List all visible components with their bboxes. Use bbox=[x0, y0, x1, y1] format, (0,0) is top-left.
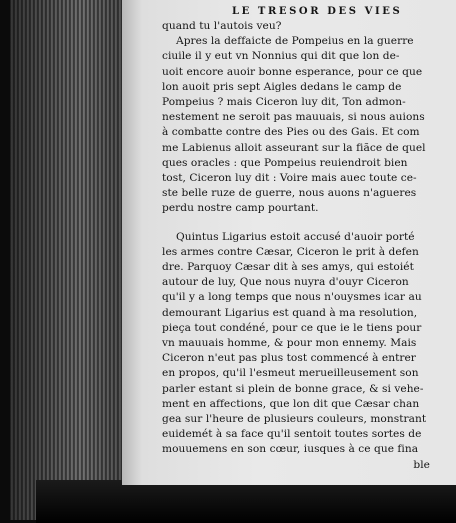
text-line: gea sur l'heure de plusieurs couleurs, monstrant bbox=[162, 413, 427, 426]
text-line: pieça tout condéné, pour ce que ie le tiens pour bbox=[162, 321, 422, 334]
text-line: en propos, qu'il l'esmeut merueilleusement son bbox=[162, 367, 419, 380]
text-line: ques oracles : que Pompeius reuiendroit bien bbox=[162, 156, 408, 169]
text-line: Quintus Ligarius estoit accusé d'auoir porté bbox=[176, 230, 415, 243]
text-line: Pompeius ? mais Ciceron luy dit, Ton admon- bbox=[162, 96, 406, 109]
paragraph-1 bbox=[162, 19, 456, 217]
text-line: mouuemens en son cœur, iusques à ce que fina bbox=[162, 443, 419, 456]
text-line: me Labienus alloit asseurant sur la fiãce de quel bbox=[162, 141, 426, 154]
paragraph-2 bbox=[162, 230, 456, 473]
running-head: LE TRESOR DES VIES bbox=[232, 6, 403, 17]
text-line: euidemét à sa face qu'il sentoit toutes sortes de bbox=[162, 428, 422, 441]
text-line: les armes contre Cæsar, Ciceron le prit à defen bbox=[162, 245, 419, 258]
page-edges-shadow bbox=[10, 0, 128, 520]
text-line: lon auoit pris sept Aigles dedans le camp de bbox=[162, 80, 402, 93]
text-line: tost, Ciceron luy dit : Voire mais auec toute ce- bbox=[162, 172, 417, 185]
text-line: quand tu l'autois veu? bbox=[162, 20, 282, 32]
text-line: demourant Ligarius est quand à ma resolution, bbox=[162, 306, 418, 319]
text-line: uoit encore auoir bonne esperance, pour ce que bbox=[162, 65, 423, 78]
text-line: ciuile il y eut vn Nonnius qui dit que lon de- bbox=[162, 50, 400, 63]
text-line: qu'il y a long temps que nous n'ouysmes icar au bbox=[162, 291, 422, 304]
book-page bbox=[122, 0, 456, 485]
text-line: nestement ne seroit pas mauuais, si nous auions bbox=[162, 111, 425, 124]
text-line: dre. Parquoy Cæsar dit à ses amys, qui estoiét bbox=[162, 261, 414, 274]
paragraph-gap bbox=[162, 217, 456, 230]
text-line-catchword: ble bbox=[413, 458, 430, 471]
text-line: Ciceron n'eut pas plus tost commencé à entrer bbox=[162, 352, 416, 365]
text-line: autour de luy, Que nous nuyra d'ouyr Ciceron bbox=[162, 276, 409, 289]
text-line: à combatte contre des Pies ou des Gais. Et com bbox=[162, 126, 420, 139]
book-bottom-shadow bbox=[36, 480, 456, 523]
text-line: ment en affections, que lon dit que Cæsar chan bbox=[162, 397, 420, 410]
text-line: vn mauuais homme, & pour mon ennemy. Mais bbox=[162, 337, 417, 350]
text-line: parler estant si plein de bonne grace, & si vehe- bbox=[162, 382, 424, 395]
text-line: ste belle ruze de guerre, nous auons n'agueres bbox=[162, 187, 417, 200]
text-line: Apres la deffaicte de Pompeius en la guerre bbox=[176, 35, 414, 48]
text-line: perdu nostre camp pourtant. bbox=[162, 202, 319, 215]
